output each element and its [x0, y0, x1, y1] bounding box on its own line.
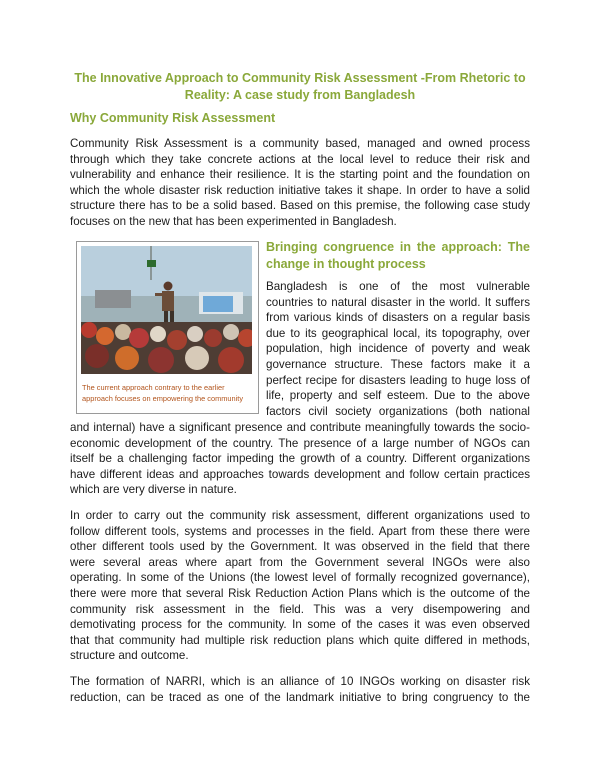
text-line: reduction, can be traced as one of the landmark initiative to bring congruency to the: [70, 690, 530, 704]
text-line: focuses on the new that has been experimented in Bangladesh.: [70, 214, 397, 228]
text-line: perfect recipe for disasters leading to huge loss of: [266, 373, 530, 387]
paragraph-narri: [70, 674, 530, 705]
text-line: from various kinds of disasters on a regular basis: [266, 311, 530, 325]
text-line: community risk assessment in the field. This was a very disempowering and: [70, 602, 530, 616]
document-title: [70, 70, 530, 104]
figure-caption: [82, 382, 254, 404]
text-line: and internal) have a significant presence and contribute meaningfully towards the socio-: [70, 421, 530, 434]
heading-line: Bringing congruence in the approach: The: [266, 240, 530, 254]
caption-line: The current approach contrary to the earlier: [82, 383, 225, 392]
text-line: follow different tools, systems and processes in the field. Apart from these there were: [70, 524, 530, 538]
text-line: due to its geographical local, its topography, over: [266, 326, 530, 340]
text-line: vulnerability and enhance their resilience. It is the starting point and the foundation on: [70, 168, 530, 182]
text-line: other different tools used by the Government. It was observed in the field that there: [70, 540, 530, 554]
text-line: operating. In some of the Unions (the lowest level of formally recognized governance),: [70, 571, 530, 585]
text-line: there were more that several Risk Reduction Action Plans which is the outcome of the: [70, 586, 530, 600]
section-heading-bringing: [266, 239, 530, 273]
text-line: itself be a challenging factor impeding the growth of a country. Different organizations: [70, 452, 530, 466]
text-line: population, high incidence of poverty and weak: [266, 342, 530, 356]
text-line: factors civil society organizations (both national: [266, 404, 530, 418]
text-line: have different ideas and approaches towards development and follow certain practices: [70, 467, 530, 481]
text-line: which the whole disaster risk reduction initiative takes it shape. In order to have a solid: [70, 183, 530, 197]
text-line: structure and outcome.: [70, 649, 189, 663]
section-heading-why: Why Community Risk Assessment: [70, 111, 276, 125]
text-line: life, property and self esteem. Due to the above: [266, 389, 530, 403]
text-line: Bangladesh is one of the most vulnerable: [266, 280, 530, 293]
figure-photo-box: [76, 241, 259, 414]
text-line: that that community had multiple risk reduction plans which quite differed in methods,: [70, 633, 530, 647]
text-line: which are very diverse in nature.: [70, 483, 237, 497]
caption-line: approach focuses on empowering the community: [82, 394, 244, 403]
text-line: demotivating process for the community. In some of the cases it was even observed: [70, 618, 530, 632]
text-line: Community Risk Assessment is a community based, managed and owned process: [70, 137, 530, 150]
paragraph-bangladesh-wide: [70, 420, 530, 498]
text-line: The formation of NARRI, which is an alliance of 10 INGOs working on disaster risk: [70, 675, 530, 688]
paragraph-bangladesh-narrow: [266, 279, 530, 419]
text-line: countries to natural disaster in the world. It suffers: [266, 295, 530, 309]
text-line: were several areas where apart from the Government several INGOs were also: [70, 555, 530, 569]
text-line: through which they take concrete actions at the local level to reduce their risk and: [70, 152, 530, 166]
heading-line: change in thought process: [266, 257, 426, 271]
title-line: The Innovative Approach to Community Risk Assessment -From Rhetoric to: [74, 71, 526, 85]
community-meeting-photo: [81, 246, 252, 374]
paragraph-intro: [70, 136, 530, 230]
text-line: In order to carry out the community risk assessment, different organizations used to: [70, 509, 530, 522]
text-line: structure there has to be a solid based. Based on this premise, the following case study: [70, 199, 530, 213]
title-line: Reality: A case study from Bangladesh: [184, 88, 416, 102]
text-line: economic development of the country. The presence of a large number of NGOs can: [70, 436, 530, 450]
paragraph-tools: [70, 508, 530, 664]
text-line: governance structure. These factors make it a: [266, 357, 530, 371]
